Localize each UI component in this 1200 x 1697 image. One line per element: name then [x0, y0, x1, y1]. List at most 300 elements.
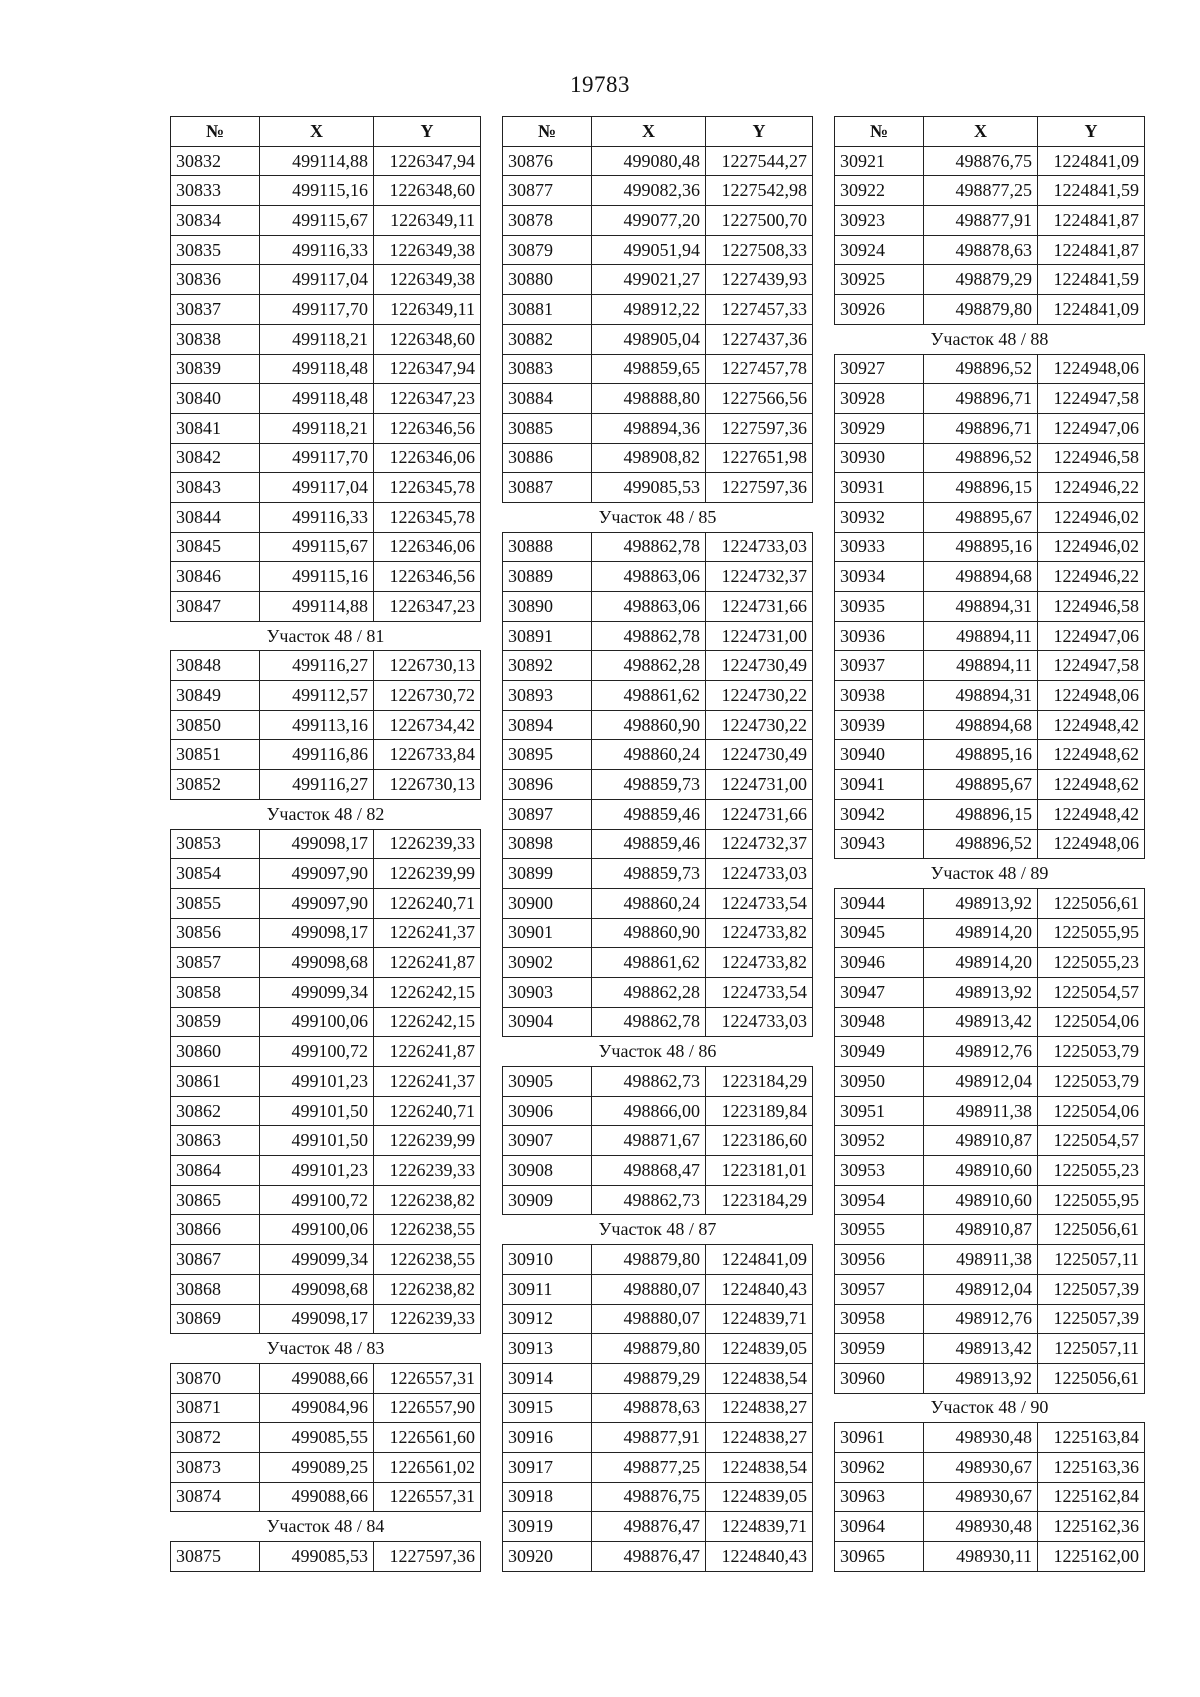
point-number: 30947 [835, 977, 924, 1007]
table-row [835, 799, 1145, 829]
table-row [171, 206, 481, 236]
point-number: 30850 [171, 710, 260, 740]
x-coordinate: 498862,78 [592, 532, 706, 562]
y-coordinate: 1226347,23 [374, 384, 481, 414]
x-coordinate: 498913,92 [924, 1363, 1038, 1393]
y-coordinate: 1227566,56 [706, 384, 813, 414]
point-number: 30860 [171, 1037, 260, 1067]
point-number: 30963 [835, 1482, 924, 1512]
point-number: 30833 [171, 176, 260, 206]
point-number: 30897 [503, 799, 592, 829]
point-number: 30923 [835, 206, 924, 236]
y-coordinate: 1225055,95 [1038, 1185, 1145, 1215]
point-number: 30868 [171, 1274, 260, 1304]
table-header-row [171, 117, 481, 147]
y-coordinate: 1225162,00 [1038, 1542, 1145, 1572]
table-row [503, 1542, 813, 1572]
section-header-row [171, 621, 481, 651]
section-header-row [171, 1512, 481, 1542]
x-coordinate: 499097,90 [260, 888, 374, 918]
x-coordinate: 498896,15 [924, 473, 1038, 503]
table-row [835, 265, 1145, 295]
point-number: 30917 [503, 1452, 592, 1482]
table-row [503, 413, 813, 443]
y-coordinate: 1225055,23 [1038, 1156, 1145, 1186]
x-coordinate: 498880,07 [592, 1274, 706, 1304]
point-number: 30914 [503, 1363, 592, 1393]
table-row [171, 1096, 481, 1126]
table-row [835, 1334, 1145, 1364]
table-row [503, 1067, 813, 1097]
x-coordinate: 499113,16 [260, 710, 374, 740]
x-coordinate: 499116,27 [260, 770, 374, 800]
point-number: 30882 [503, 324, 592, 354]
point-number: 30958 [835, 1304, 924, 1334]
table-row [835, 206, 1145, 236]
y-coordinate: 1227508,33 [706, 235, 813, 265]
table-row [835, 1096, 1145, 1126]
point-number: 30873 [171, 1452, 260, 1482]
table-row [835, 1482, 1145, 1512]
y-coordinate: 1224840,43 [706, 1274, 813, 1304]
y-coordinate: 1226733,84 [374, 740, 481, 770]
y-coordinate: 1224733,82 [706, 918, 813, 948]
x-coordinate: 498910,60 [924, 1185, 1038, 1215]
y-coordinate: 1226239,33 [374, 829, 481, 859]
point-number: 30880 [503, 265, 592, 295]
point-number: 30932 [835, 502, 924, 532]
table-row [503, 1423, 813, 1453]
table-row [171, 1393, 481, 1423]
x-coordinate: 498862,73 [592, 1067, 706, 1097]
table-row [835, 1185, 1145, 1215]
table-row [171, 413, 481, 443]
table-row [171, 1304, 481, 1334]
x-coordinate: 498894,68 [924, 562, 1038, 592]
table-row [171, 443, 481, 473]
point-number: 30930 [835, 443, 924, 473]
table-row [835, 1215, 1145, 1245]
y-coordinate: 1226347,94 [374, 354, 481, 384]
table-row [503, 562, 813, 592]
x-coordinate: 499101,50 [260, 1126, 374, 1156]
table-row [171, 888, 481, 918]
coordinates-table-1 [170, 116, 481, 1572]
x-coordinate: 499117,04 [260, 265, 374, 295]
x-coordinate: 498930,48 [924, 1423, 1038, 1453]
table-row [503, 1304, 813, 1334]
table-row [171, 1156, 481, 1186]
y-coordinate: 1226346,06 [374, 532, 481, 562]
table-row [171, 1126, 481, 1156]
x-coordinate: 498911,38 [924, 1245, 1038, 1275]
coordinates-table-2 [502, 116, 813, 1572]
x-coordinate: 498895,16 [924, 532, 1038, 562]
table-row [835, 384, 1145, 414]
point-number: 30900 [503, 888, 592, 918]
table-row [503, 710, 813, 740]
table-row [171, 1037, 481, 1067]
y-coordinate: 1226346,56 [374, 413, 481, 443]
x-coordinate: 498894,31 [924, 681, 1038, 711]
section-title: Участок 48 / 85 [503, 502, 813, 532]
table-row [503, 1334, 813, 1364]
x-coordinate: 499100,06 [260, 1007, 374, 1037]
x-coordinate: 498910,87 [924, 1126, 1038, 1156]
table-row [171, 1185, 481, 1215]
y-coordinate: 1224840,43 [706, 1542, 813, 1572]
y-coordinate: 1224841,87 [1038, 206, 1145, 236]
y-coordinate: 1226238,82 [374, 1274, 481, 1304]
x-coordinate: 499115,16 [260, 562, 374, 592]
x-coordinate: 499115,67 [260, 532, 374, 562]
point-number: 30894 [503, 710, 592, 740]
point-number: 30933 [835, 532, 924, 562]
x-coordinate: 498888,80 [592, 384, 706, 414]
point-number: 30842 [171, 443, 260, 473]
y-coordinate: 1226241,87 [374, 948, 481, 978]
table-row [835, 681, 1145, 711]
y-coordinate: 1224839,05 [706, 1334, 813, 1364]
table-row [171, 324, 481, 354]
point-number: 30839 [171, 354, 260, 384]
point-number: 30931 [835, 473, 924, 503]
x-coordinate: 498912,22 [592, 295, 706, 325]
x-coordinate: 499085,55 [260, 1423, 374, 1453]
section-header-row [503, 1215, 813, 1245]
x-coordinate: 499118,48 [260, 384, 374, 414]
table-row [503, 770, 813, 800]
table-row [835, 176, 1145, 206]
table-row [835, 1067, 1145, 1097]
table-row [835, 532, 1145, 562]
y-coordinate: 1223189,84 [706, 1096, 813, 1126]
y-coordinate: 1225053,79 [1038, 1067, 1145, 1097]
y-coordinate: 1226349,38 [374, 235, 481, 265]
y-coordinate: 1226349,11 [374, 206, 481, 236]
x-coordinate: 498908,82 [592, 443, 706, 473]
section-header-row [503, 1037, 813, 1067]
table-row [503, 324, 813, 354]
table-row [171, 1423, 481, 1453]
section-title: Участок 48 / 89 [835, 859, 1145, 889]
table-row [835, 1363, 1145, 1393]
x-coordinate: 499118,21 [260, 413, 374, 443]
table-row [835, 146, 1145, 176]
point-number: 30909 [503, 1185, 592, 1215]
x-coordinate: 498862,73 [592, 1185, 706, 1215]
x-coordinate: 499021,27 [592, 265, 706, 295]
y-coordinate: 1224947,58 [1038, 651, 1145, 681]
point-number: 30962 [835, 1452, 924, 1482]
table-header-row [503, 117, 813, 147]
table-row [503, 948, 813, 978]
y-coordinate: 1224947,06 [1038, 621, 1145, 651]
table-row [503, 384, 813, 414]
x-coordinate: 498862,28 [592, 977, 706, 1007]
y-coordinate: 1224946,58 [1038, 443, 1145, 473]
y-coordinate: 1226346,56 [374, 562, 481, 592]
x-coordinate: 498896,71 [924, 413, 1038, 443]
x-coordinate: 498912,04 [924, 1067, 1038, 1097]
table-row [171, 859, 481, 889]
table-row [503, 176, 813, 206]
x-coordinate: 498876,47 [592, 1542, 706, 1572]
y-coordinate: 1226557,31 [374, 1482, 481, 1512]
y-coordinate: 1224841,87 [1038, 235, 1145, 265]
point-number: 30852 [171, 770, 260, 800]
header-number: № [503, 117, 592, 147]
y-coordinate: 1224730,49 [706, 651, 813, 681]
point-number: 30902 [503, 948, 592, 978]
table-row [835, 621, 1145, 651]
x-coordinate: 499100,06 [260, 1215, 374, 1245]
x-coordinate: 499101,23 [260, 1156, 374, 1186]
x-coordinate: 498878,63 [592, 1393, 706, 1423]
x-coordinate: 498896,15 [924, 799, 1038, 829]
table-row [171, 1067, 481, 1097]
x-coordinate: 498877,91 [592, 1423, 706, 1453]
y-coordinate: 1226734,42 [374, 710, 481, 740]
y-coordinate: 1226239,99 [374, 1126, 481, 1156]
x-coordinate: 499116,33 [260, 502, 374, 532]
x-coordinate: 498879,80 [592, 1334, 706, 1364]
y-coordinate: 1225054,57 [1038, 1126, 1145, 1156]
table-row [835, 562, 1145, 592]
table-row [503, 1096, 813, 1126]
x-coordinate: 498910,60 [924, 1156, 1038, 1186]
x-coordinate: 498896,71 [924, 384, 1038, 414]
y-coordinate: 1224841,09 [706, 1245, 813, 1275]
point-number: 30878 [503, 206, 592, 236]
x-coordinate: 498862,28 [592, 651, 706, 681]
y-coordinate: 1224946,02 [1038, 532, 1145, 562]
x-coordinate: 498876,47 [592, 1512, 706, 1542]
table-row [503, 1393, 813, 1423]
section-title: Участок 48 / 88 [835, 324, 1145, 354]
x-coordinate: 498894,31 [924, 592, 1038, 622]
point-number: 30855 [171, 888, 260, 918]
table-row [171, 146, 481, 176]
x-coordinate: 498859,73 [592, 770, 706, 800]
table-row [503, 206, 813, 236]
x-coordinate: 498913,42 [924, 1334, 1038, 1364]
table-row [503, 918, 813, 948]
y-coordinate: 1226349,11 [374, 295, 481, 325]
table-row [835, 1037, 1145, 1067]
y-coordinate: 1227457,33 [706, 295, 813, 325]
point-number: 30946 [835, 948, 924, 978]
point-number: 30928 [835, 384, 924, 414]
point-number: 30942 [835, 799, 924, 829]
x-coordinate: 498877,25 [592, 1452, 706, 1482]
point-number: 30874 [171, 1482, 260, 1512]
table-row [171, 1007, 481, 1037]
header-x: X [592, 117, 706, 147]
section-title: Участок 48 / 83 [171, 1334, 481, 1364]
y-coordinate: 1224730,22 [706, 710, 813, 740]
y-coordinate: 1225162,84 [1038, 1482, 1145, 1512]
table-row [171, 473, 481, 503]
table-row [835, 1423, 1145, 1453]
x-coordinate: 499051,94 [592, 235, 706, 265]
point-number: 30957 [835, 1274, 924, 1304]
point-number: 30964 [835, 1512, 924, 1542]
x-coordinate: 498868,47 [592, 1156, 706, 1186]
x-coordinate: 498878,63 [924, 235, 1038, 265]
x-coordinate: 498863,06 [592, 592, 706, 622]
point-number: 30866 [171, 1215, 260, 1245]
y-coordinate: 1224731,66 [706, 592, 813, 622]
x-coordinate: 499118,48 [260, 354, 374, 384]
point-number: 30906 [503, 1096, 592, 1126]
point-number: 30919 [503, 1512, 592, 1542]
table-row [835, 1304, 1145, 1334]
point-number: 30836 [171, 265, 260, 295]
table-row [503, 1452, 813, 1482]
x-coordinate: 499098,68 [260, 1274, 374, 1304]
y-coordinate: 1224731,00 [706, 621, 813, 651]
x-coordinate: 498866,00 [592, 1096, 706, 1126]
y-coordinate: 1225163,84 [1038, 1423, 1145, 1453]
y-coordinate: 1225056,61 [1038, 1363, 1145, 1393]
y-coordinate: 1225162,36 [1038, 1512, 1145, 1542]
x-coordinate: 499098,17 [260, 1304, 374, 1334]
point-number: 30950 [835, 1067, 924, 1097]
x-coordinate: 499114,88 [260, 592, 374, 622]
point-number: 30952 [835, 1126, 924, 1156]
table-row [835, 1156, 1145, 1186]
point-number: 30859 [171, 1007, 260, 1037]
point-number: 30884 [503, 384, 592, 414]
point-number: 30949 [835, 1037, 924, 1067]
y-coordinate: 1224732,37 [706, 562, 813, 592]
y-coordinate: 1224948,62 [1038, 740, 1145, 770]
table-row [835, 502, 1145, 532]
point-number: 30893 [503, 681, 592, 711]
point-number: 30895 [503, 740, 592, 770]
x-coordinate: 498880,07 [592, 1304, 706, 1334]
x-coordinate: 498896,52 [924, 829, 1038, 859]
table-row [503, 1156, 813, 1186]
y-coordinate: 1226242,15 [374, 1007, 481, 1037]
point-number: 30925 [835, 265, 924, 295]
y-coordinate: 1227439,93 [706, 265, 813, 295]
y-coordinate: 1225053,79 [1038, 1037, 1145, 1067]
table-row [835, 829, 1145, 859]
y-coordinate: 1224947,58 [1038, 384, 1145, 414]
y-coordinate: 1226347,94 [374, 146, 481, 176]
point-number: 30912 [503, 1304, 592, 1334]
table-row [171, 710, 481, 740]
x-coordinate: 498930,48 [924, 1512, 1038, 1542]
y-coordinate: 1226239,33 [374, 1156, 481, 1186]
table-row [835, 443, 1145, 473]
point-number: 30920 [503, 1542, 592, 1572]
y-coordinate: 1226557,90 [374, 1393, 481, 1423]
table-row [171, 295, 481, 325]
table-row [835, 354, 1145, 384]
x-coordinate: 498896,52 [924, 354, 1038, 384]
y-coordinate: 1227437,36 [706, 324, 813, 354]
y-coordinate: 1225057,11 [1038, 1334, 1145, 1364]
y-coordinate: 1227457,78 [706, 354, 813, 384]
table-row [503, 829, 813, 859]
table-row [835, 948, 1145, 978]
point-number: 30956 [835, 1245, 924, 1275]
x-coordinate: 498930,67 [924, 1482, 1038, 1512]
point-number: 30951 [835, 1096, 924, 1126]
table-row [503, 1512, 813, 1542]
point-number: 30846 [171, 562, 260, 592]
section-title: Участок 48 / 87 [503, 1215, 813, 1245]
page-number: 19783 [570, 72, 630, 97]
table-row [503, 888, 813, 918]
x-coordinate: 498863,06 [592, 562, 706, 592]
y-coordinate: 1224730,49 [706, 740, 813, 770]
y-coordinate: 1224838,54 [706, 1363, 813, 1393]
point-number: 30941 [835, 770, 924, 800]
point-number: 30871 [171, 1393, 260, 1423]
point-number: 30851 [171, 740, 260, 770]
point-number: 30896 [503, 770, 592, 800]
table-row [503, 146, 813, 176]
header-y: Y [706, 117, 813, 147]
table-row [835, 918, 1145, 948]
y-coordinate: 1223184,29 [706, 1067, 813, 1097]
y-coordinate: 1225054,57 [1038, 977, 1145, 1007]
y-coordinate: 1226730,13 [374, 770, 481, 800]
y-coordinate: 1224731,66 [706, 799, 813, 829]
point-number: 30888 [503, 532, 592, 562]
y-coordinate: 1226238,82 [374, 1185, 481, 1215]
y-coordinate: 1226730,13 [374, 651, 481, 681]
point-number: 30934 [835, 562, 924, 592]
point-number: 30883 [503, 354, 592, 384]
point-number: 30865 [171, 1185, 260, 1215]
x-coordinate: 498895,67 [924, 770, 1038, 800]
y-coordinate: 1224948,62 [1038, 770, 1145, 800]
point-number: 30940 [835, 740, 924, 770]
x-coordinate: 498859,46 [592, 799, 706, 829]
point-number: 30853 [171, 829, 260, 859]
x-coordinate: 498876,75 [592, 1482, 706, 1512]
point-number: 30938 [835, 681, 924, 711]
x-coordinate: 499100,72 [260, 1185, 374, 1215]
point-number: 30899 [503, 859, 592, 889]
table-row [503, 295, 813, 325]
table-row [171, 681, 481, 711]
y-coordinate: 1227500,70 [706, 206, 813, 236]
point-number: 30876 [503, 146, 592, 176]
y-coordinate: 1225163,36 [1038, 1452, 1145, 1482]
table-row [835, 1452, 1145, 1482]
y-coordinate: 1225057,39 [1038, 1274, 1145, 1304]
x-coordinate: 498905,04 [592, 324, 706, 354]
y-coordinate: 1225054,06 [1038, 1096, 1145, 1126]
point-number: 30965 [835, 1542, 924, 1572]
x-coordinate: 499116,33 [260, 235, 374, 265]
table-row [171, 265, 481, 295]
table-row [503, 592, 813, 622]
table-row [171, 502, 481, 532]
point-number: 30861 [171, 1067, 260, 1097]
point-number: 30898 [503, 829, 592, 859]
table-row [503, 443, 813, 473]
table-row [835, 651, 1145, 681]
y-coordinate: 1224732,37 [706, 829, 813, 859]
point-number: 30916 [503, 1423, 592, 1453]
